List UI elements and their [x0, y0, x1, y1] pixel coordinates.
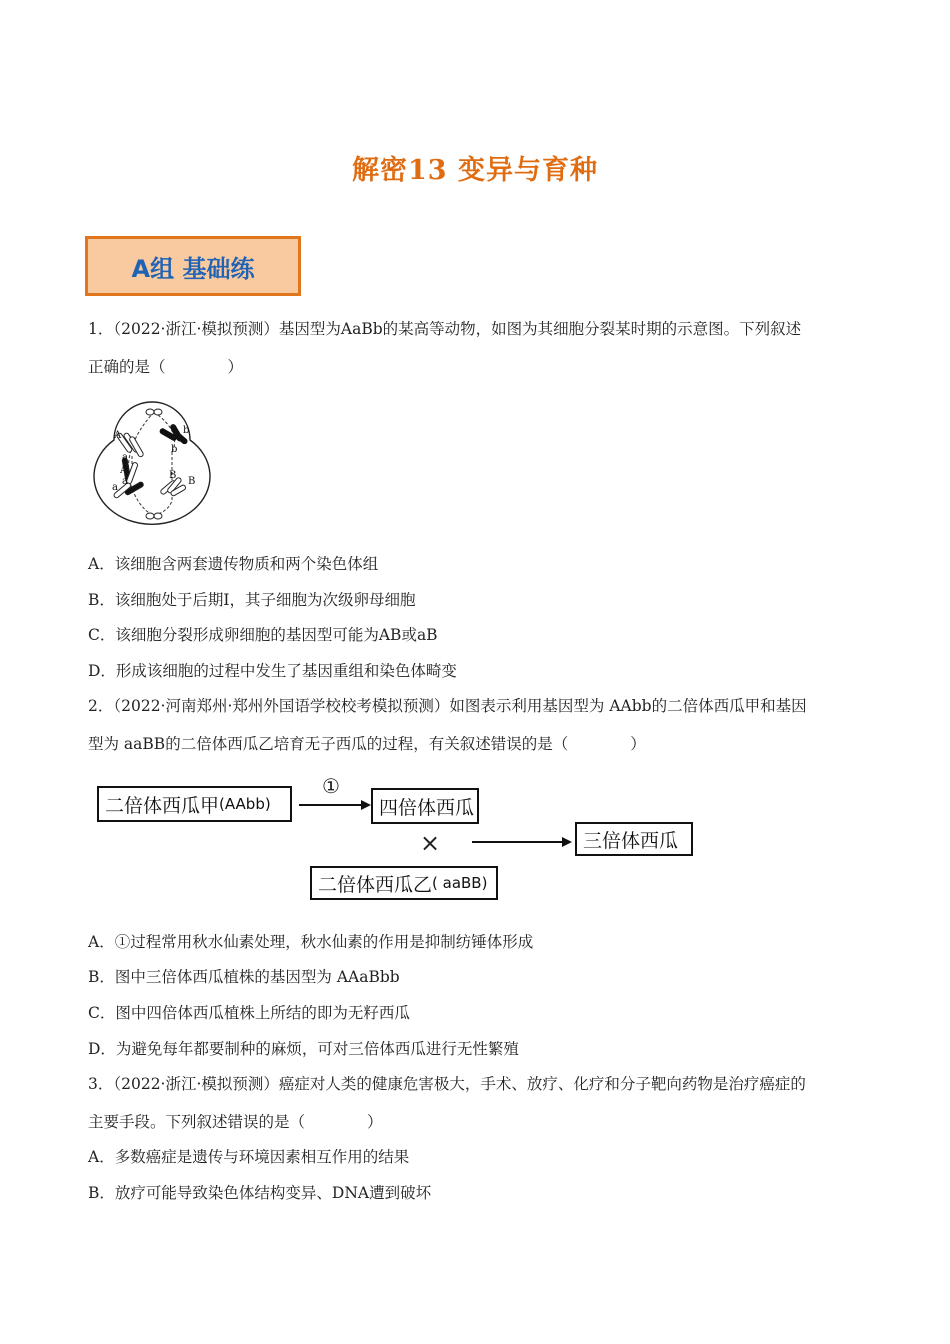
cross-arrow	[470, 830, 576, 854]
tetraploid-label: 四倍体西瓜	[379, 796, 475, 819]
gene-label-a3: a	[112, 482, 118, 493]
q2-option-b: B．图中三倍体西瓜植株的基因型为 AAaBbb	[88, 968, 400, 986]
q1-option-d: D．形成该细胞的过程中发生了基因重组和染色体畸变	[88, 662, 457, 680]
gene-label-A2: A	[120, 465, 128, 476]
q1-option-a: A．该细胞含两套遗传物质和两个染色体组	[88, 555, 379, 573]
q3-option-b: B．放疗可能导致染色体结构变异、DNA遭到破坏	[88, 1184, 432, 1202]
q3-stem-line1: 3．（2022·浙江·模拟预测）癌症对人类的健康危害极大，手术、放疗、化疗和分子靶向药物是治疗癌症的	[88, 1075, 806, 1093]
q1-stem-line2: 正确的是（ ）	[88, 358, 244, 376]
group-a-banner	[85, 236, 301, 296]
diploid-b-box	[310, 866, 498, 900]
group-a-label: A组 基础练	[131, 254, 255, 283]
q1-option-b: B．该细胞处于后期Ⅰ，其子细胞为次级卵母细胞	[88, 591, 416, 609]
cross-symbol: ×	[420, 829, 441, 857]
triploid-box	[575, 822, 693, 856]
q3-stem-line2: 主要手段。下列叙述错误的是（ ）	[88, 1113, 383, 1131]
triploid-label: 三倍体西瓜	[583, 829, 679, 852]
diploid-a-genotype: (AAbb)	[219, 795, 271, 813]
q3-option-a: A．多数癌症是遗传与环境因素相互作用的结果	[88, 1148, 410, 1166]
q2-option-c: C．图中四倍体西瓜植株上所结的即为无籽西瓜	[88, 1004, 410, 1022]
gene-label-b1: b	[183, 425, 190, 436]
gene-label-a2: a	[122, 476, 128, 487]
gene-label-a1: a	[122, 452, 128, 463]
q1-stem-line1: 1．（2022·浙江·模拟预测）基因型为AaBb的某高等动物，如图为其细胞分裂某时期的示意图。下列叙述	[88, 320, 802, 338]
diploid-b-genotype: ( aaBB)	[432, 874, 488, 892]
diploid-a-box	[97, 786, 292, 822]
q2-option-d: D．为避免每年都要制种的麻烦，可对三倍体西瓜进行无性繁殖	[88, 1040, 519, 1058]
q2-stem-line2: 型为 aaBB的二倍体西瓜乙培育无子西瓜的过程，有关叙述错误的是（ ）	[88, 735, 646, 753]
gene-label-A1: A	[114, 430, 122, 441]
diploid-b-label: 二倍体西瓜乙	[318, 873, 433, 896]
gene-label-b2: b	[171, 444, 178, 455]
gene-label-B2: B	[188, 476, 196, 487]
watermelon-breeding-diagram	[92, 772, 702, 904]
step1-marker: ①	[322, 774, 340, 798]
q1-option-c: C．该细胞分裂形成卵细胞的基因型可能为AB或aB	[88, 626, 438, 644]
diploid-a-label: 二倍体西瓜甲	[105, 794, 220, 817]
q2-stem-line1: 2．（2022·河南郑州·郑州外国语学校校考模拟预测）如图表示利用基因型为 AAbb的二倍体西瓜甲和基因	[88, 697, 807, 715]
q2-option-a: A．①过程常用秋水仙素处理，秋水仙素的作用是抑制纺锤体形成	[88, 933, 534, 951]
page-title: 解密13 变异与育种	[352, 155, 598, 186]
gene-label-B1: B	[169, 470, 177, 481]
tetraploid-box	[371, 788, 479, 824]
cell-division-figure	[92, 392, 217, 534]
